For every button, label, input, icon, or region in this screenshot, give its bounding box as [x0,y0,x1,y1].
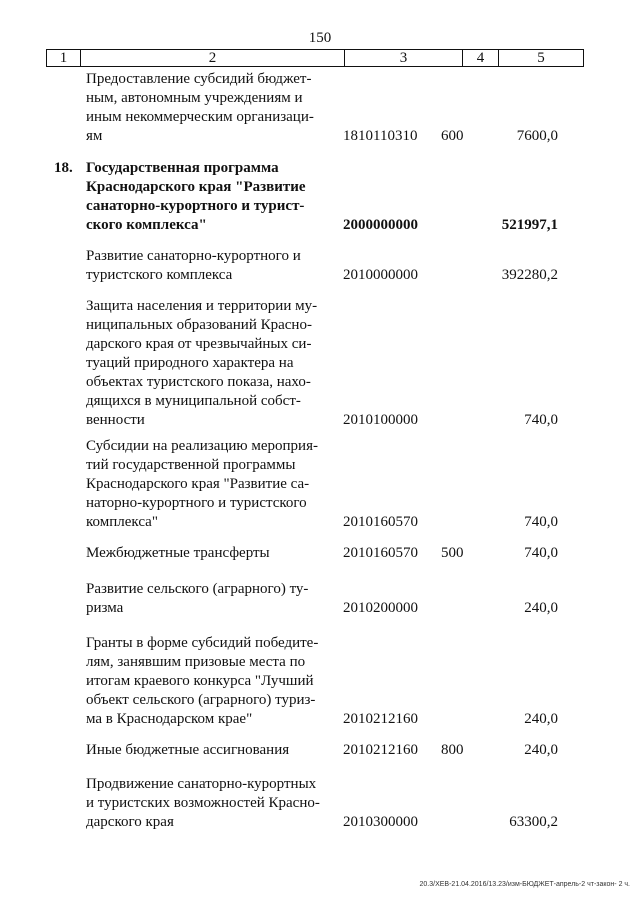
row-code: 1810110310 [343,128,418,144]
row-description-line: Государственная программа [86,160,279,176]
row-description-line: дарского края от чрезвычайных си- [86,336,312,352]
table-row [0,297,640,430]
row-description-line: ям [86,128,103,144]
table-row [0,544,640,563]
row-amount: 63300,2 [509,814,558,830]
row-description-line: ского комплекса" [86,217,207,233]
table-row [0,634,640,729]
row-expense-group: 500 [441,545,464,561]
table-row [0,159,640,235]
header-row [47,50,584,67]
row-description-line: ным, автономным учреждениям и [86,90,303,106]
row-description-line: туристского комплекса [86,267,233,283]
row-code: 2010212160 [343,711,418,727]
row-description-line: Продвижение санаторно-курортных [86,776,317,792]
row-expense-group: 600 [441,128,464,144]
table-row [0,741,640,760]
row-amount: 240,0 [524,600,558,616]
row-amount: 740,0 [524,514,558,530]
row-description-line: ма в Краснодарском крае" [86,711,253,727]
header-col-4: 4 [463,50,499,67]
header-col-1: 1 [47,50,81,67]
row-description-line: и туристских возможностей Красно- [86,795,320,811]
header-col-5: 5 [499,50,584,67]
row-description-line: Развитие санаторно-курортного и [86,248,301,264]
row-code: 2010212160 [343,742,418,758]
row-code: 2010160570 [343,514,418,530]
row-code: 2010160570 [343,545,418,561]
footer-file-path: 20.3/ХЕВ-21.04.2016/13.23/изм-БЮДЖЕТ-апрель-2 чт-закон- 2 ч. [419,881,630,888]
row-amount: 240,0 [524,711,558,727]
row-amount: 740,0 [524,412,558,428]
row-code: 2000000000 [343,217,418,233]
row-description-line: иным некоммерческим организаци- [86,109,314,125]
row-description-line: ризма [86,600,124,616]
header-col-2: 2 [81,50,345,67]
row-description-line: санаторно-курортного и турист- [86,198,305,214]
row-description-line: наторно-курортного и туристского [86,495,307,511]
column-header-table [46,49,584,67]
row-description-line: Иные бюджетные ассигнования [86,742,290,758]
table-row [0,247,640,285]
row-description-line: Краснодарского края "Развитие са- [86,476,310,492]
row-amount: 521997,1 [501,217,558,233]
row-description-line: Развитие сельского (аграрного) ту- [86,581,309,597]
row-description-line: Предоставление субсидий бюджет- [86,71,312,87]
page-number: 150 [308,30,332,46]
row-description-line: Краснодарского края "Развитие [86,179,306,195]
row-description-line: венности [86,412,145,428]
table-row [0,70,640,146]
row-description-line: Межбюджетные трансферты [86,545,270,561]
row-description-line: Защита населения и территории му- [86,298,318,314]
table-row [0,437,640,532]
row-code: 2010200000 [343,600,418,616]
row-code: 2010300000 [343,814,418,830]
row-description-line: объект сельского (аграрного) туриз- [86,692,316,708]
row-description-line: ниципальных образований Красно- [86,317,312,333]
row-description-line: лям, занявшим призовые места по [86,654,306,670]
row-description-line: Гранты в форме субсидий победите- [86,635,319,651]
row-number: 18. [54,160,73,176]
row-code: 2010100000 [343,412,418,428]
header-col-3: 3 [345,50,463,67]
table-row [0,580,640,618]
row-amount: 740,0 [524,545,558,561]
row-code: 2010000000 [343,267,418,283]
row-description-line: Субсидии на реализацию мероприя- [86,438,318,454]
row-description-line: дарского края [86,814,174,830]
row-description-line: итогам краевого конкурса "Лучший [86,673,314,689]
row-description-line: тий государственной программы [86,457,296,473]
row-amount: 7600,0 [516,128,558,144]
row-description-line: туаций природного характера на [86,355,294,371]
row-description-line: объектах туристского показа, нахо- [86,374,311,390]
row-description-line: комплекса" [86,514,158,530]
table-row [0,775,640,832]
row-expense-group: 800 [441,742,464,758]
row-amount: 392280,2 [501,267,558,283]
row-description-line: дящихся в муниципальной собст- [86,393,301,409]
row-amount: 240,0 [524,742,558,758]
